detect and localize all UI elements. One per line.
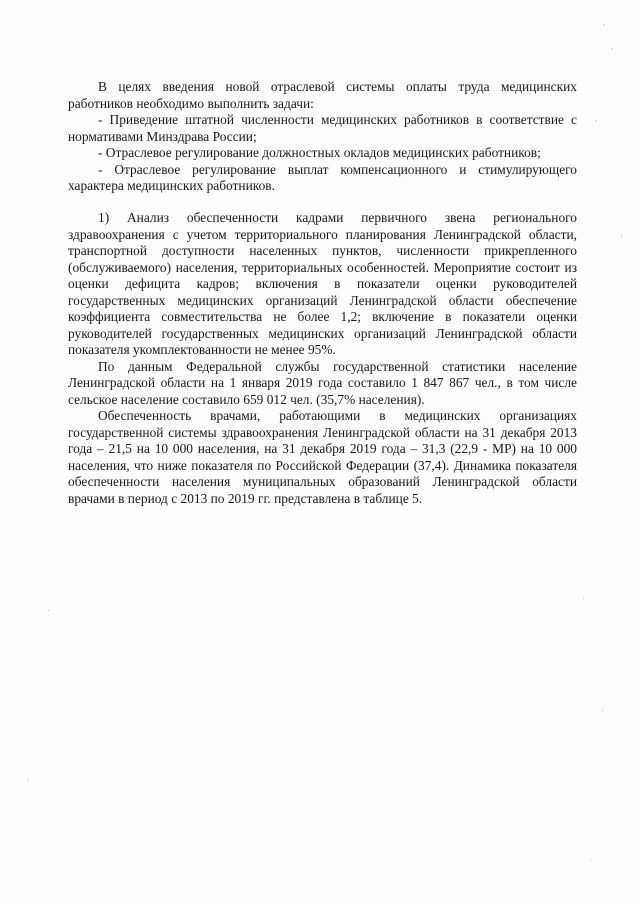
scan-speck	[603, 24, 604, 25]
paragraph-population: По данным Федеральной службы государственной статистики население Ленинградской области на 1 января 2019 года составило 1 847 867 чел., в том числе сельское население составило 659 012 чел. (35,7% населения).	[68, 358, 577, 407]
task-item-staffing: - Приведение штатной численности медицинских работников в соответствие с нормативами Минздрава России;	[68, 112, 577, 144]
task-item-salaries: - Отраслевое регулирование должностных окладов медицинских работников;	[98, 145, 541, 160]
intro-paragraph: В целях введения новой отраслевой системы оплаты труда медицинских работников необходимо выполнить задачи:	[68, 79, 577, 111]
tasks-section	[68, 79, 577, 195]
scan-speck	[48, 610, 49, 611]
paragraph-doctor-provision: Обеспеченность врачами, работающими в медицинских организациях государственной системы здравоохранения Ленинградской области на 31 декабря 2013 года – 21,5 на 10 000 населения, на 31 декабря 2019 года – 31,3 (22,9 - МР) на 10 000 населения, что ниже показателя по Российской Федерации (37,4). Динамика показателя обеспеченности населения муниципальных образований Ленинградской области врачами в период с 2013 по 2019 гг. представлена в таблице 5.	[68, 408, 577, 506]
scan-speck	[596, 120, 597, 121]
scan-speck	[590, 860, 591, 861]
scan-speck	[583, 598, 584, 599]
analysis-section	[68, 210, 577, 507]
task-item-bonuses: - Отраслевое регулирование выплат компенсационного и стимулирующего характера медицинских работников.	[68, 161, 577, 193]
scan-speck	[28, 780, 29, 781]
paragraph-staffing-analysis: 1) Анализ обеспеченности кадрами первичного звена регионального здравоохранения с учетом территориального планирования Ленинградской области, транспортной доступности населенных пунктов, численности прикрепленного (обслуживаемого) населения, территориальных особенностей. Мероприятие состоит из оценки дефицита кадров; включения в показатели оценки руководителей государственных медицинских организаций Ленинградской области обеспечение коэффициента совместительства не более 1,2; включение в показатели оценки руководителей государственных медицинских организаций Ленинградской области показателя укомплектованности не менее 95%.	[68, 210, 577, 357]
scan-speck	[621, 236, 622, 237]
scan-speck	[612, 48, 613, 49]
scan-speck	[602, 710, 603, 711]
